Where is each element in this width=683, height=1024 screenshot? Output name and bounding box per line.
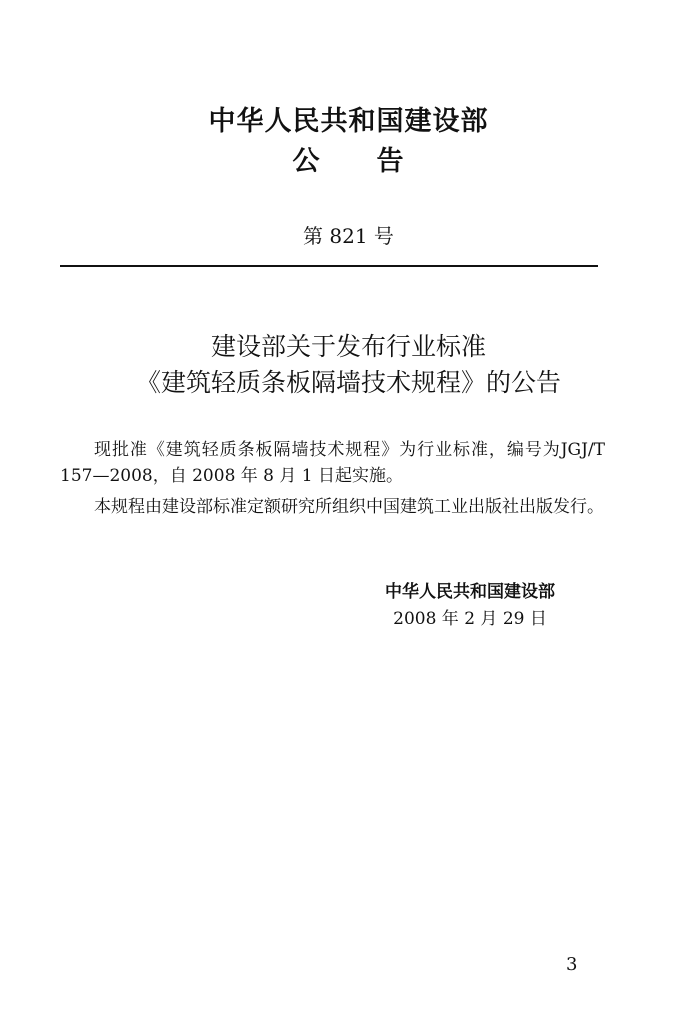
document-number: 第 821 号: [303, 224, 394, 248]
body-paragraph-1: 现批准《建筑轻质条板隔墙技术规程》为行业标准，编号为JGJ/T 157—2008，自 2008 年 8 月 1 日起实施。: [60, 440, 605, 486]
page-number: 3: [566, 954, 578, 975]
issuer-title: 中华人民共和国建设部: [208, 106, 489, 137]
headline-line-1: 建设部关于发布行业标准: [210, 332, 486, 361]
body-paragraph-2: 本规程由建设部标准定额研究所组织中国建筑工业出版社出版发行。: [94, 497, 604, 517]
headline-line-2: 《建筑轻质条板隔墙技术规程》的公告: [135, 368, 561, 397]
signatory-name: 中华人民共和国建设部: [385, 582, 555, 602]
header-divider: [60, 265, 598, 267]
document-type-title: 公 告: [292, 146, 405, 177]
signature-date: 2008 年 2 月 29 日: [393, 609, 547, 629]
